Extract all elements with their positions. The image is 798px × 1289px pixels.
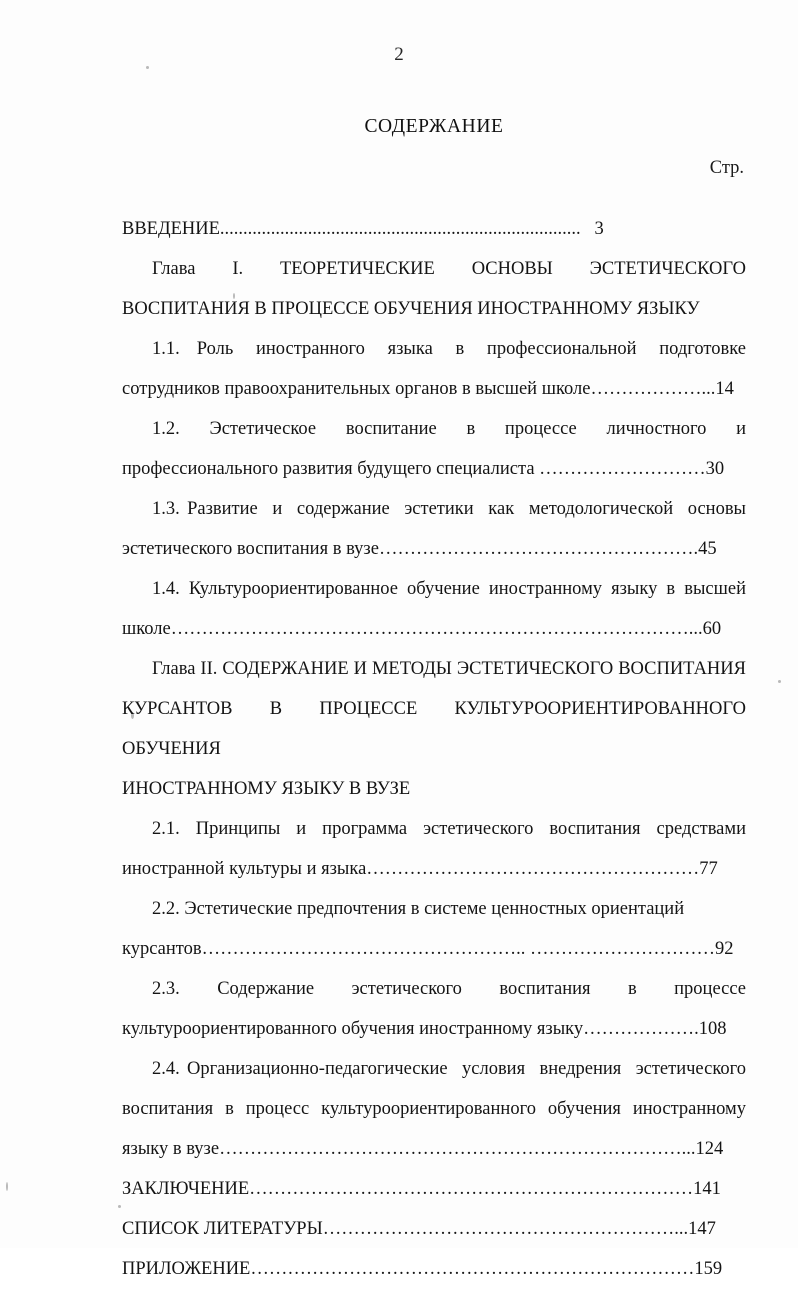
toc-entry-2-4-line1[interactable]: 2.4. Организационно-педагогические условия внедрения эстетического <box>152 1059 746 1079</box>
toc-chapter-2-heading-line2[interactable]: КУРСАНТОВ В ПРОЦЕССЕ КУЛЬТУРООРИЕНТИРОВАННОГО ОБУЧЕНИЯ <box>122 699 756 759</box>
toc-entry-2-3-line2[interactable]: культуроориентированного обучения иностранному языку……………….108 <box>122 1019 727 1039</box>
toc-entry-1-1-line1[interactable]: 1.1. Роль иностранного языка в профессиональной подготовке <box>152 339 746 359</box>
toc-chapter-2-heading-line3[interactable]: ИНОСТРАННОМУ ЯЗЫКУ В ВУЗЕ <box>122 779 411 799</box>
page-title: СОДЕРЖАНИЕ <box>364 116 504 137</box>
toc-entry-2-3-line1[interactable]: 2.3. Содержание эстетического воспитания в процессе <box>152 979 746 999</box>
toc-entry-1-2-line2[interactable]: профессионального развития будущего специалиста ………………………30 <box>122 459 725 479</box>
toc-entry-1-2-line1[interactable]: 1.2. Эстетическое воспитание в процессе личностного и <box>152 419 746 439</box>
toc-entry-1-4-line1[interactable]: 1.4. Культуроориентированное обучение иностранному языку в высшей <box>152 579 746 599</box>
table-of-contents <box>122 116 756 1289</box>
toc-entry-1-3-line2[interactable]: эстетического воспитания в вузе…………………………………………….45 <box>122 539 717 559</box>
toc-entry-bibliography[interactable]: СПИСОК ЛИТЕРАТУРЫ…………………………………………………...147 <box>122 1219 716 1239</box>
toc-entry-1-4-line2[interactable]: школе…………………………………………………………………………...60 <box>122 619 722 639</box>
toc-entry-2-1-line1[interactable]: 2.1. Принципы и программа эстетического воспитания средствами <box>152 819 746 839</box>
toc-entry-1-1-line2[interactable]: сотрудников правоохранительных органов в высшей школе………………...14 <box>122 379 734 399</box>
column-header-pages: Стр. <box>709 158 744 178</box>
toc-entry-2-2-line1[interactable]: 2.2. Эстетические предпочтения в системе ценностных ориентаций <box>152 899 685 919</box>
toc-entry-conclusion[interactable]: ЗАКЛЮЧЕНИЕ………………………………………………………………141 <box>122 1179 721 1199</box>
toc-entry-appendix[interactable]: ПРИЛОЖЕНИЕ………………………………………………………………159 <box>122 1259 723 1279</box>
toc-entry-2-2-line2[interactable]: курсантов…………………………………………….. …………………………92 <box>122 939 734 959</box>
toc-entry-2-4-line3[interactable]: языку в вузе…………………………………………………………………...124 <box>122 1139 724 1159</box>
page-number: 2 <box>394 44 404 65</box>
toc-chapter-2-heading-line1[interactable]: Глава II. СОДЕРЖАНИЕ И МЕТОДЫ ЭСТЕТИЧЕСКОГО ВОСПИТАНИЯ <box>152 659 746 679</box>
toc-entry-2-4-line2[interactable]: воспитания в процесс культуроориентированного обучения иностранному <box>122 1099 746 1119</box>
toc-entry-2-1-line2[interactable]: иностранной культуры и языка………………………………………………77 <box>122 859 718 879</box>
toc-entry-1-3-line1[interactable]: 1.3. Развитие и содержание эстетики как методологической основы <box>152 499 746 519</box>
scan-speckle <box>118 1205 121 1208</box>
scan-speckle <box>778 680 781 683</box>
scan-speckle <box>146 66 149 69</box>
scan-speckle <box>6 1182 8 1191</box>
toc-chapter-1-heading-line2[interactable]: ВОСПИТАНИЯ В ПРОЦЕССЕ ОБУЧЕНИЯ ИНОСТРАННОМУ ЯЗЫКУ <box>122 299 700 319</box>
toc-entry-introduction[interactable]: ВВЕДЕНИЕ.............................................................................. 3 <box>122 219 604 239</box>
toc-chapter-1-heading-line1[interactable]: Глава I. ТЕОРЕТИЧЕСКИЕ ОСНОВЫ ЭСТЕТИЧЕСКОГО <box>152 259 746 279</box>
